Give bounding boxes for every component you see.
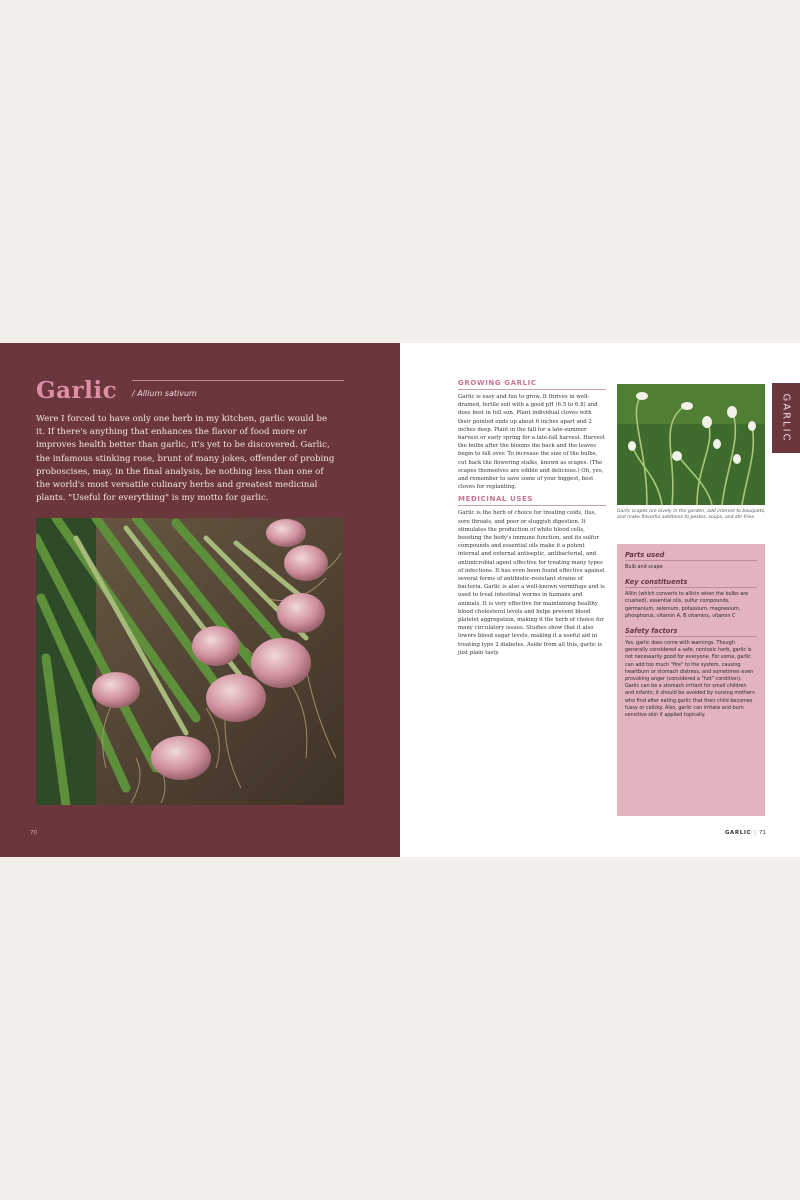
medicinal-uses-text: Garlic is the herb of choice for treating colds, flus, sore throats, and poor or sluggish digestion. It stimulates the production of white blood cells, boosting the body's immune function, and its sulfur compounds and essential oils make it a potent internal and external antiseptic, antibacterial, and antimicrobial agent effective for treating many types of infections. It has even been found effective against several forms of antibiotic-resistant strains of bacteria. Garlic is also a well-known vermifuge and is used to treat intestinal worms in humans and animals. It is very effective for maintaining healthy blood cholesterol levels and helps prevent blood platelet aggregation, making it the herb of choice for many circulatory issues. Studies show that it also lowers blood sugar levels, making it a useful aid in treating type 2 diabetes. Aside from all this, garlic is just plain tasty. bbox=[458, 510, 605, 656]
left-page-number: 70 bbox=[30, 830, 37, 836]
medicinal-uses-heading: MEDICINAL USES bbox=[458, 495, 606, 506]
parts-used-text: Bulb and scape bbox=[625, 564, 663, 570]
folio-heading: GARLIC bbox=[724, 830, 752, 836]
right-page bbox=[400, 343, 800, 857]
safety-factors-heading: Safety factors bbox=[625, 627, 757, 637]
garlic-bulbs-photo bbox=[36, 518, 344, 805]
growing-garlic-text: Garlic is easy and fun to grow. It thrives in well-drained, fertile soil with a good pH (6.5 to 6.8) and does best in full sun. Plant individual cloves with their pointed ends up about 6 inches apart and 2 inches deep. Plant in the fall for a late-summer harvest or early spring for a late-fall harvest. Harvest the bulbs after the blooms die back and the leaves begin to fall over. To increase the size of the bulbs, cut back the flowering stalks, known as scapes. (The scapes themselves are edible and delicious.) Oh, yes, and remember to save some of your biggest, best cloves for replanting. bbox=[458, 394, 605, 491]
growing-garlic-heading: GROWING GARLIC bbox=[458, 379, 606, 390]
title-rule bbox=[132, 380, 344, 381]
intro-paragraph: Were I forced to have only one herb in my kitchen, garlic would be it. If there's anything that enhances the flavor of food more or improves health better than garlic, it's yet to be discovered. Garlic, the infamous stinking rose, brunt of many jokes, offender of probing proboscises, may, in the final analysis, be nothing less than one of the world's most versatile culinary herbs and greatest medicinal plants. "Useful for everything" is my motto for garlic. bbox=[36, 414, 335, 504]
title-row bbox=[36, 377, 344, 409]
folio-separator: | bbox=[754, 830, 756, 836]
book-spread bbox=[0, 343, 800, 857]
chapter-tab bbox=[772, 383, 800, 453]
photo-caption: Garlic scapes are lovely in the garden, add interest to bouquets, and make flavorful additions to pestos, soups, and stir-fries. bbox=[617, 509, 766, 521]
garlic-scapes-photo bbox=[617, 384, 765, 505]
right-folio bbox=[725, 830, 766, 836]
herb-facts-sidebar bbox=[617, 544, 765, 816]
chapter-tab-label: GARLIC bbox=[780, 393, 792, 443]
key-constituents-heading: Key constituents bbox=[625, 578, 757, 588]
latin-name: / Allium sativum bbox=[132, 389, 197, 398]
left-page bbox=[0, 343, 400, 857]
safety-factors-text: Yes, garlic does come with warnings. Though generally considered a safe, nontoxic herb, garlic is not necessarily good for everyone. For some, garlic can add too much "fire" to the system, causing heartburn or stomach distress, and sometimes even provoking anger (considered a "hot" condition). Garlic can be a stomach irritant for small children and infants; it should be avoided by nursing mothers who find after eating garlic that their child becomes fussy or colicky. Also, garlic can irritate and burn sensitive skin if applied topically. bbox=[625, 640, 755, 719]
parts-used-heading: Parts used bbox=[625, 551, 757, 561]
main-column bbox=[458, 379, 606, 657]
page-title: Garlic bbox=[36, 377, 118, 404]
key-constituents-text: Alliin (which converts to allicin when the bulbs are crushed), essential oils, sulfur compounds, germanium, selenium, potassium, magnesium, phosphorus, vitamin A, B vitamins, vitamin C bbox=[625, 591, 749, 619]
right-page-number: 71 bbox=[759, 830, 766, 836]
